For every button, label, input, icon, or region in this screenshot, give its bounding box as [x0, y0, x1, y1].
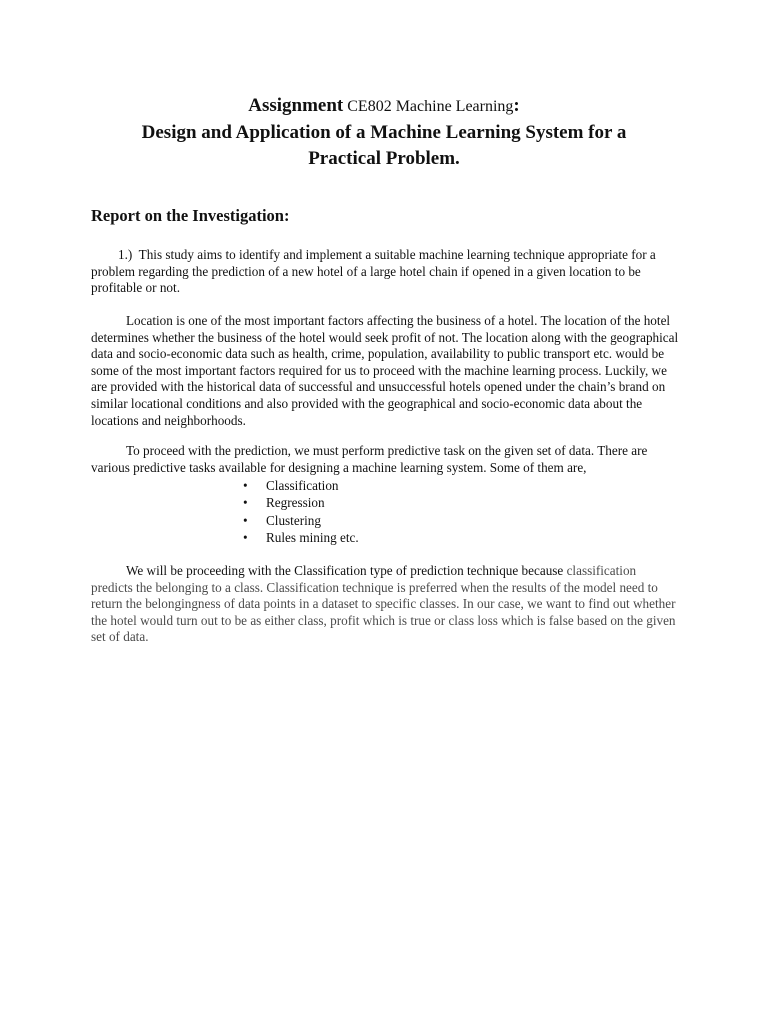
paragraph-location-text: Location is one of the most important factors affecting the business of a hotel. The location of the hotel determines whether the business of the hotel would seek profit of not. The location along with the geographical data and socio-economic data such as health, crime, population, availability to public transport etc. would be some of the most important factors required for us to proceed with the machine learning process. Luckily, we are provided with the historical data of successful and unsuccessful hotels opened under the chain’s brand on similar locational conditions and also provided with the geographical and socio-economic data about the locations and neighborhoods.	[91, 313, 679, 428]
title-line-assignment	[0, 93, 768, 120]
title-colon: :	[513, 95, 520, 116]
title-line-problem: Practical Problem.	[308, 148, 460, 169]
title-line-design: Design and Application of a Machine Learning System for a	[141, 122, 627, 143]
document-title	[0, 93, 768, 172]
paragraph-location	[91, 313, 681, 429]
paragraph-intro-text: This study aims to identify and implement a suitable machine learning technique appropriate for a problem regarding the prediction of a new hotel of a large hotel chain if opened in a given location to be profitable or not.	[91, 247, 656, 296]
paragraph-classification-text-b: classification predicts the belonging to a class. Classification technique is preferred when the results of the model need to return the belongingness of data points in a dataset to specific classes. In our case, we want to find out whether the hotel would turn out to be as either class, profit which is true or class loss which is false based on the given set of data.	[91, 563, 676, 645]
paragraph-prediction-text: To proceed with the prediction, we must perform predictive task on the given set of data. There are various predictive tasks available for designing a machine learning system. Some of them are,	[91, 443, 648, 475]
assignment-label: Assignment	[248, 95, 344, 116]
list-item-text: Regression	[266, 495, 325, 511]
paragraph-classification-text-a: We will be proceeding with the Classification type of prediction technique because	[126, 563, 567, 578]
paragraph-number: 1.)	[118, 247, 133, 262]
list-item	[241, 494, 359, 511]
paragraph-intro	[91, 247, 681, 297]
course-name: CE802 Machine Learning	[347, 98, 514, 115]
list-item-text: Classification	[266, 478, 339, 493]
list-item-text: Clustering	[266, 512, 321, 528]
bullet-icon: •	[243, 530, 248, 546]
list-item-text: Rules mining etc.	[266, 530, 359, 546]
paragraph-prediction	[91, 443, 681, 476]
list-item	[241, 529, 359, 546]
bullet-icon: •	[243, 512, 248, 528]
paragraph-classification	[91, 563, 681, 646]
bullet-icon: •	[243, 495, 248, 511]
predictive-tasks-list	[241, 477, 359, 547]
bullet-icon: •	[243, 478, 248, 493]
list-item	[241, 512, 359, 529]
section-heading: Report on the Investigation:	[91, 206, 290, 225]
list-item	[241, 477, 359, 494]
